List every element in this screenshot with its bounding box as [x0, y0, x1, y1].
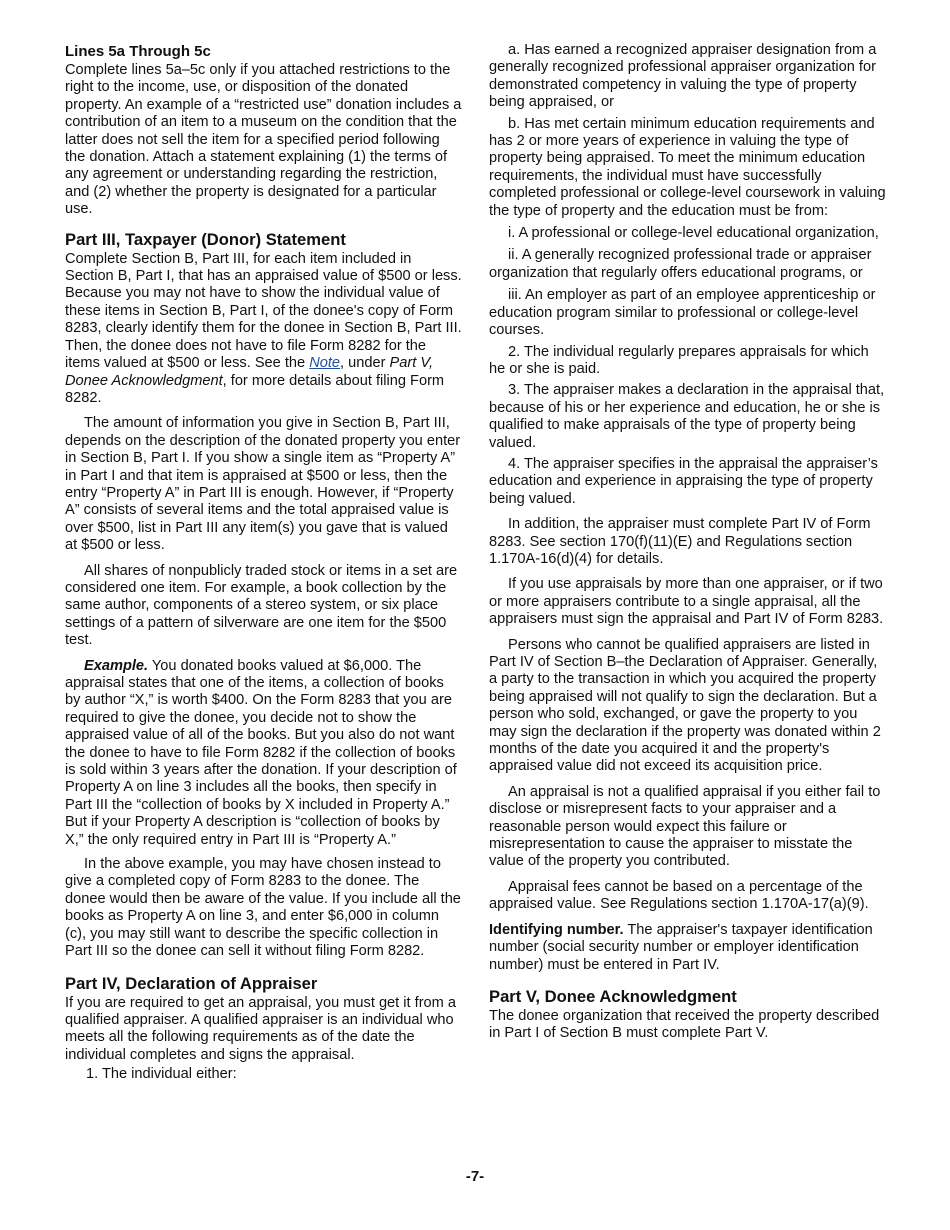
not-qualified-paragraph: An appraisal is not a qualified appraisal if you either fail to disclose or misrepresent facts to your appraiser and a reasonable person would expect this failure or misrepresentation to cause the appraiser to misstate the value of the property you contributed.: [489, 783, 881, 870]
part5-paragraph: The donee organization that received the property described in Part I of Section B must complete Part V.: [489, 1007, 880, 1042]
addition-paragraph: In addition, the appraiser must complete Part IV of Form 8283. See section 170(f)(11)(E) and Regulations section 1.170A-16(d)(4) for details.: [489, 516, 871, 567]
identifying-number-paragraph: [489, 922, 886, 974]
list-item-4: 4. The appraiser specifies in the appraisal the appraiser’s education and experience in appraising the type of property being valued.: [489, 455, 878, 507]
part3-para1-italic: Part V, Donee Acknowledgment: [65, 355, 434, 389]
lines5-heading: Lines 5a Through 5c: [65, 43, 211, 60]
part3-para1-text-c: , for more details about filing Form 8282.: [65, 372, 445, 406]
example-text: You donated books valued at $6,000. The appraisal states that one of the items, a collection of books by author “X,” is worth $400. On the Form 8283 that you are required to give the donee, you decide not to show the appraised value of all of the books. But you also do not want the donee to have to file Form 8282 if the collection of books is sold within 3 years after the donation. If your description of Property A on line 3 includes all the books, then specify in Part III the “collection of books by X included in Property A.” But if your Property A description is “collection of books by X,” the only required entry in Part III is “Property A.”: [65, 657, 457, 848]
part5-heading: Part V, Donee Acknowledgment: [489, 986, 737, 1006]
list-item-ii: ii. A generally recognized professional trade or appraiser organization that regularly offers educational programs, or: [489, 247, 872, 281]
left-column: [65, 42, 462, 1084]
list-item-i: i. A professional or college-level educational organization,: [508, 225, 879, 242]
part4-list-item-1: 1. The individual either:: [86, 1066, 237, 1083]
right-column: [489, 42, 886, 1043]
part3-paragraph-3: All shares of nonpublicly traded stock or items in a set are considered one item. For example, a book collection by the same author, components of a stereo system, or six place settings of a pattern of silverware are one item for the $500 test.: [65, 562, 458, 649]
part3-heading: Part III, Taxpayer (Donor) Statement: [65, 229, 346, 249]
part3-paragraph-5: In the above example, you may have chosen instead to give a completed copy of Form 8283 to the donee. The donee would then be aware of the value. If you include all the books as Property A on line 3, and enter $6,000 in column (c), you may still want to describe the specific collection in Part III so the donee can sell it without filing Form 8282.: [65, 856, 461, 960]
part3-para1-text-b: , under: [340, 355, 390, 372]
persons-paragraph: Persons who cannot be qualified appraisers are listed in Part IV of Section B–the Declaration of Appraiser. Generally, a party to the transaction in which you acquired the property being appraised will not qualify to sign the declaration. But a person who sold, exchanged, or gave the property to you may sign the declaration if the property was donated within 2 months of the date you acquired it and the property's appraised value did not exceed its acquisition price.: [489, 636, 881, 775]
example-paragraph: [65, 658, 462, 849]
part4-heading: Part IV, Declaration of Appraiser: [65, 973, 318, 993]
list-item-a: a. Has earned a recognized appraiser designation from a generally recognized professional appraiser organization for demonstrated competency in valuing the type of property being appraised, or: [489, 42, 877, 111]
fees-paragraph: Appraisal fees cannot be based on a percentage of the appraised value. See Regulations section 1.170A-17(a)(9).: [489, 878, 869, 913]
list-item-2: 2. The individual regularly prepares appraisals for which he or she is paid.: [489, 343, 869, 377]
part3-paragraph-1: [65, 251, 462, 408]
note-link[interactable]: Note: [309, 355, 341, 372]
part3-para1-text-a: Complete Section B, Part III, for each item included in Section B, Part I, that has an appraised value of $500 or less. Because you may not have to show the individual value of these items in Section B, Part I, of the donee's copy of Form 8283, clearly identify them for the donee in Section B, Part III. Then, the donee does not have to file Form 8282 for the items valued at $500 or less. See the: [65, 250, 462, 372]
part3-paragraph-2: The amount of information you give in Section B, Part III, depends on the description of the donated property you enter in Section B, Part I. If you show a single item as “Property A” in Part I and that item is appraised at $500 or less, then the entry “Property A” in Part III is enough. However, if “Property A” consists of several items and the total appraised value is over $500, list in Part III any item(s) you gave that is valued at $500 or less.: [65, 415, 461, 554]
list-item-b: b. Has met certain minimum education requirements and has 2 or more years of experience in valuing the type of property being appraised. To meet the minimum education requirements, the individual must have successfully completed professional or college-level coursework in valuing the type of property and the education must be from:: [489, 115, 886, 219]
part4-paragraph-1: If you are required to get an appraisal, you must get it from a qualified appraiser. A qualified appraiser is an individual who meets all the following requirements as of the date the individual completes and signs the appraisal.: [65, 994, 456, 1063]
identifying-number-label: Identifying number.: [489, 921, 624, 938]
example-label: Example.: [84, 657, 149, 674]
list-item-iii: iii. An employer as part of an employee apprenticeship or education program similar to professional or college-level courses.: [489, 287, 876, 339]
multiple-appraisers-paragraph: If you use appraisals by more than one appraiser, or if two or more appraisers contribute to a single appraisal, all the appraisers must sign the appraisal and Part IV of Form 8283.: [489, 576, 884, 628]
list-item-3: 3. The appraiser makes a declaration in the appraisal that, because of his or her experience and education, he or she is qualified to make appraisals of the type of property being valued.: [489, 382, 885, 451]
lines5-paragraph: Complete lines 5a–5c only if you attached restrictions to the right to the income, use, or disposition of the donated property. An example of a “restricted use” donation includes a contribution of an item to a museum on the condition that the latter does not sell the item for a specified period following the donation. Attach a statement explaining (1) the terms of any agreement or understanding regarding the restriction, and (2) whether the property is designated for a particular use.: [65, 62, 462, 218]
page-number: -7-: [465, 1168, 485, 1185]
identifying-number-text: The appraiser's taxpayer identification number (social security number or employer identification number) must be entered in Part IV.: [489, 921, 873, 973]
